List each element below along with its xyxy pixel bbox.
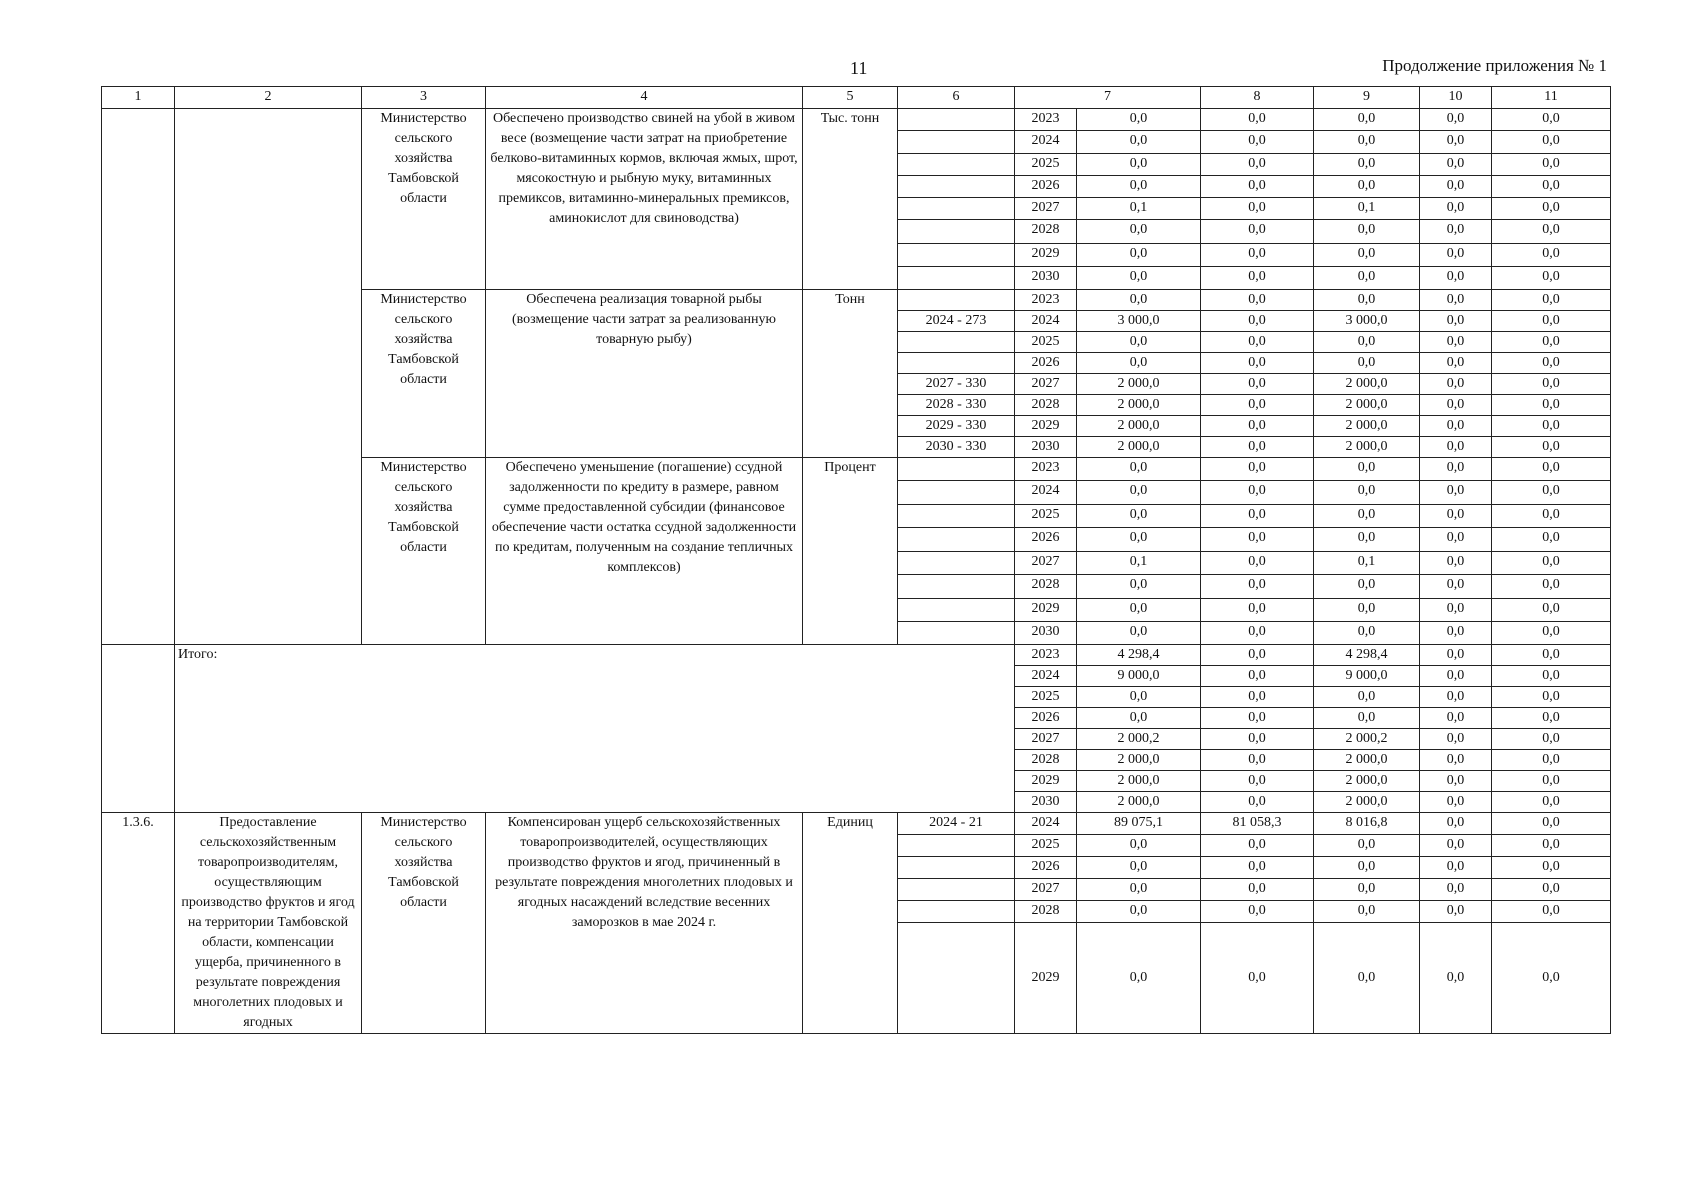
value-cell-9: 0,0 xyxy=(1314,834,1420,856)
value-cell-9: 2 000,0 xyxy=(1314,750,1420,771)
value-cell-8: 0,0 xyxy=(1201,176,1314,198)
value-cell-11: 0,0 xyxy=(1492,792,1611,813)
value-cell-9: 0,0 xyxy=(1314,708,1420,729)
executor-cell: Министерство сельского хозяйства Тамбовской области xyxy=(362,458,486,645)
value-cell-10: 0,0 xyxy=(1420,813,1492,835)
value-cell-9: 2 000,0 xyxy=(1314,771,1420,792)
value-cell-10: 0,0 xyxy=(1420,109,1492,131)
value-cell-7: 2 000,0 xyxy=(1077,792,1201,813)
value-cell-7: 0,0 xyxy=(1077,834,1201,856)
value-cell-11: 0,0 xyxy=(1492,290,1611,311)
value-cell-9: 0,0 xyxy=(1314,176,1420,198)
value-cell-11: 0,0 xyxy=(1492,729,1611,750)
target-value-cell xyxy=(898,528,1015,552)
value-cell-11: 0,0 xyxy=(1492,750,1611,771)
program-table xyxy=(101,86,1611,1034)
value-cell-8: 0,0 xyxy=(1201,834,1314,856)
header-col-3: 3 xyxy=(362,87,486,109)
value-cell-9: 0,1 xyxy=(1314,552,1420,575)
year-cell: 2028 xyxy=(1015,900,1077,922)
value-cell-7: 0,0 xyxy=(1077,687,1201,708)
value-cell-9: 0,0 xyxy=(1314,528,1420,552)
value-cell-7: 0,0 xyxy=(1077,708,1201,729)
value-cell-11: 0,0 xyxy=(1492,374,1611,395)
value-cell-8: 0,0 xyxy=(1201,131,1314,154)
year-cell: 2025 xyxy=(1015,154,1077,176)
value-cell-8: 0,0 xyxy=(1201,244,1314,267)
year-cell: 2026 xyxy=(1015,856,1077,878)
target-value-cell xyxy=(898,109,1015,131)
header-col-4: 4 xyxy=(486,87,803,109)
result-cell: Обеспечена реализация товарной рыбы (возмещение части затрат за реализованную товарную рыбу) xyxy=(486,290,803,458)
year-cell: 2027 xyxy=(1015,374,1077,395)
value-cell-11: 0,0 xyxy=(1492,575,1611,599)
value-cell-10: 0,0 xyxy=(1420,552,1492,575)
value-cell-11: 0,0 xyxy=(1492,856,1611,878)
value-cell-10: 0,0 xyxy=(1420,645,1492,666)
value-cell-8: 0,0 xyxy=(1201,481,1314,505)
value-cell-10: 0,0 xyxy=(1420,528,1492,552)
year-cell: 2029 xyxy=(1015,771,1077,792)
value-cell-7: 0,0 xyxy=(1077,267,1201,290)
value-cell-7: 2 000,0 xyxy=(1077,771,1201,792)
value-cell-8: 0,0 xyxy=(1201,750,1314,771)
year-cell: 2024 xyxy=(1015,131,1077,154)
value-cell-9: 0,0 xyxy=(1314,622,1420,645)
value-cell-8: 0,0 xyxy=(1201,922,1314,1033)
year-cell: 2026 xyxy=(1015,353,1077,374)
year-cell: 2023 xyxy=(1015,290,1077,311)
value-cell-11: 0,0 xyxy=(1492,220,1611,244)
target-value-cell: 2027 - 330 xyxy=(898,374,1015,395)
section-target-cell xyxy=(898,922,1015,1033)
target-value-cell xyxy=(898,332,1015,353)
value-cell-7: 0,0 xyxy=(1077,505,1201,528)
year-cell: 2028 xyxy=(1015,220,1077,244)
year-cell: 2028 xyxy=(1015,575,1077,599)
value-cell-11: 0,0 xyxy=(1492,505,1611,528)
value-cell-8: 0,0 xyxy=(1201,729,1314,750)
year-cell: 2030 xyxy=(1015,622,1077,645)
section-result-cell: Компенсирован ущерб сельскохозяйственных товаропроизводителей, осуществляющих производство фруктов и ягод, причиненный в результате повреждения многолетних плодовых и ягодных насаждений вследствие весенних заморозков в мае 2024 г. xyxy=(486,813,803,1034)
value-cell-7: 0,0 xyxy=(1077,244,1201,267)
activity-name-cell xyxy=(175,109,362,645)
value-cell-11: 0,0 xyxy=(1492,131,1611,154)
value-cell-10: 0,0 xyxy=(1420,220,1492,244)
value-cell-10: 0,0 xyxy=(1420,666,1492,687)
value-cell-7: 0,0 xyxy=(1077,220,1201,244)
value-cell-8: 81 058,3 xyxy=(1201,813,1314,835)
value-cell-11: 0,0 xyxy=(1492,395,1611,416)
value-cell-11: 0,0 xyxy=(1492,353,1611,374)
section-target-cell: 2024 - 21 xyxy=(898,813,1015,835)
value-cell-9: 2 000,0 xyxy=(1314,395,1420,416)
value-cell-9: 0,0 xyxy=(1314,458,1420,481)
result-cell: Обеспечено уменьшение (погашение) ссудной задолженности по кредиту в размере, равном сумме предоставленной субсидии (финансовое обеспечение части остатка ссудной задолженности по кредитам, полученным на создание тепличных комплексов) xyxy=(486,458,803,645)
value-cell-7: 3 000,0 xyxy=(1077,311,1201,332)
value-cell-9: 0,0 xyxy=(1314,154,1420,176)
value-cell-10: 0,0 xyxy=(1420,267,1492,290)
value-cell-7: 0,0 xyxy=(1077,109,1201,131)
year-cell: 2030 xyxy=(1015,437,1077,458)
value-cell-10: 0,0 xyxy=(1420,878,1492,900)
year-cell: 2025 xyxy=(1015,505,1077,528)
value-cell-8: 0,0 xyxy=(1201,353,1314,374)
value-cell-11: 0,0 xyxy=(1492,878,1611,900)
value-cell-9: 3 000,0 xyxy=(1314,311,1420,332)
value-cell-8: 0,0 xyxy=(1201,792,1314,813)
value-cell-8: 0,0 xyxy=(1201,771,1314,792)
value-cell-9: 2 000,0 xyxy=(1314,792,1420,813)
value-cell-9: 0,0 xyxy=(1314,290,1420,311)
value-cell-8: 0,0 xyxy=(1201,109,1314,131)
value-cell-9: 0,0 xyxy=(1314,878,1420,900)
unit-cell: Тонн xyxy=(803,290,898,458)
executor-cell: Министерство сельского хозяйства Тамбовской области xyxy=(362,290,486,458)
value-cell-7: 0,0 xyxy=(1077,878,1201,900)
value-cell-11: 0,0 xyxy=(1492,481,1611,505)
value-cell-10: 0,0 xyxy=(1420,374,1492,395)
value-cell-10: 0,0 xyxy=(1420,599,1492,622)
value-cell-11: 0,0 xyxy=(1492,267,1611,290)
value-cell-8: 0,0 xyxy=(1201,267,1314,290)
value-cell-7: 2 000,2 xyxy=(1077,729,1201,750)
header-col-8: 8 xyxy=(1201,87,1314,109)
value-cell-10: 0,0 xyxy=(1420,290,1492,311)
value-cell-10: 0,0 xyxy=(1420,437,1492,458)
value-cell-7: 0,0 xyxy=(1077,176,1201,198)
value-cell-10: 0,0 xyxy=(1420,622,1492,645)
value-cell-9: 0,0 xyxy=(1314,244,1420,267)
value-cell-9: 0,0 xyxy=(1314,922,1420,1033)
value-cell-10: 0,0 xyxy=(1420,900,1492,922)
header-col-11: 11 xyxy=(1492,87,1611,109)
value-cell-9: 0,0 xyxy=(1314,687,1420,708)
total-label: Итого: xyxy=(175,645,1015,813)
value-cell-10: 0,0 xyxy=(1420,575,1492,599)
value-cell-11: 0,0 xyxy=(1492,154,1611,176)
value-cell-10: 0,0 xyxy=(1420,750,1492,771)
year-cell: 2025 xyxy=(1015,332,1077,353)
section-target-cell xyxy=(898,900,1015,922)
value-cell-7: 0,0 xyxy=(1077,528,1201,552)
target-value-cell xyxy=(898,131,1015,154)
year-cell: 2027 xyxy=(1015,198,1077,220)
year-cell: 2024 xyxy=(1015,481,1077,505)
value-cell-8: 0,0 xyxy=(1201,374,1314,395)
year-cell: 2026 xyxy=(1015,708,1077,729)
row-number-cell xyxy=(102,109,175,645)
unit-cell: Процент xyxy=(803,458,898,645)
value-cell-9: 2 000,2 xyxy=(1314,729,1420,750)
year-cell: 2025 xyxy=(1015,834,1077,856)
year-cell: 2023 xyxy=(1015,458,1077,481)
value-cell-9: 0,0 xyxy=(1314,481,1420,505)
section-target-cell xyxy=(898,878,1015,900)
section-number-cell: 1.3.6. xyxy=(102,813,175,1034)
target-value-cell xyxy=(898,198,1015,220)
value-cell-10: 0,0 xyxy=(1420,198,1492,220)
value-cell-7: 2 000,0 xyxy=(1077,395,1201,416)
target-value-cell xyxy=(898,176,1015,198)
value-cell-11: 0,0 xyxy=(1492,332,1611,353)
value-cell-10: 0,0 xyxy=(1420,458,1492,481)
value-cell-7: 0,0 xyxy=(1077,575,1201,599)
value-cell-10: 0,0 xyxy=(1420,856,1492,878)
value-cell-11: 0,0 xyxy=(1492,666,1611,687)
value-cell-11: 0,0 xyxy=(1492,198,1611,220)
value-cell-7: 89 075,1 xyxy=(1077,813,1201,835)
value-cell-7: 0,1 xyxy=(1077,552,1201,575)
value-cell-10: 0,0 xyxy=(1420,771,1492,792)
target-value-cell xyxy=(898,575,1015,599)
value-cell-10: 0,0 xyxy=(1420,176,1492,198)
year-cell: 2028 xyxy=(1015,750,1077,771)
section-target-cell xyxy=(898,856,1015,878)
value-cell-11: 0,0 xyxy=(1492,437,1611,458)
year-cell: 2023 xyxy=(1015,109,1077,131)
value-cell-11: 0,0 xyxy=(1492,622,1611,645)
value-cell-8: 0,0 xyxy=(1201,395,1314,416)
target-value-cell xyxy=(898,244,1015,267)
value-cell-9: 0,0 xyxy=(1314,220,1420,244)
section-executor-cell: Министерство сельского хозяйства Тамбовской области xyxy=(362,813,486,1034)
section-row xyxy=(102,813,1611,835)
header-col-9: 9 xyxy=(1314,87,1420,109)
value-cell-7: 0,0 xyxy=(1077,922,1201,1033)
value-cell-11: 0,0 xyxy=(1492,311,1611,332)
value-cell-11: 0,0 xyxy=(1492,458,1611,481)
target-value-cell xyxy=(898,505,1015,528)
target-value-cell: 2030 - 330 xyxy=(898,437,1015,458)
value-cell-7: 0,0 xyxy=(1077,154,1201,176)
target-value-cell xyxy=(898,220,1015,244)
value-cell-7: 0,0 xyxy=(1077,332,1201,353)
value-cell-9: 0,0 xyxy=(1314,575,1420,599)
value-cell-11: 0,0 xyxy=(1492,528,1611,552)
year-cell: 2027 xyxy=(1015,729,1077,750)
value-cell-7: 0,0 xyxy=(1077,599,1201,622)
target-value-cell xyxy=(898,290,1015,311)
value-cell-10: 0,0 xyxy=(1420,505,1492,528)
section-unit-cell: Единиц xyxy=(803,813,898,1034)
value-cell-8: 0,0 xyxy=(1201,599,1314,622)
value-cell-9: 0,0 xyxy=(1314,332,1420,353)
target-value-cell xyxy=(898,267,1015,290)
value-cell-8: 0,0 xyxy=(1201,856,1314,878)
result-cell: Обеспечено производство свиней на убой в живом весе (возмещение части затрат на приобретение белково-витаминных кормов, включая жмых, шрот, мясокостную и рыбную муку, витаминных премиксов, витаминно-минеральных премиксов, аминокислот для свиноводства) xyxy=(486,109,803,290)
value-cell-8: 0,0 xyxy=(1201,290,1314,311)
total-row xyxy=(102,645,1611,666)
value-cell-9: 0,0 xyxy=(1314,599,1420,622)
value-cell-8: 0,0 xyxy=(1201,416,1314,437)
value-cell-10: 0,0 xyxy=(1420,353,1492,374)
value-cell-9: 8 016,8 xyxy=(1314,813,1420,835)
year-cell: 2029 xyxy=(1015,599,1077,622)
value-cell-7: 0,0 xyxy=(1077,131,1201,154)
value-cell-11: 0,0 xyxy=(1492,244,1611,267)
value-cell-10: 0,0 xyxy=(1420,481,1492,505)
value-cell-8: 0,0 xyxy=(1201,708,1314,729)
value-cell-7: 0,0 xyxy=(1077,290,1201,311)
value-cell-11: 0,0 xyxy=(1492,922,1611,1033)
value-cell-7: 0,0 xyxy=(1077,353,1201,374)
section-name-cell: Предоставление сельскохозяйственным товаропроизводителям, осуществляющим производство фруктов и ягод на территории Тамбовской области, компенсации ущерба, причиненного в результате повреждения многолетних плодовых и ягодных xyxy=(175,813,362,1034)
value-cell-9: 0,0 xyxy=(1314,353,1420,374)
year-cell: 2027 xyxy=(1015,878,1077,900)
value-cell-11: 0,0 xyxy=(1492,552,1611,575)
value-cell-8: 0,0 xyxy=(1201,575,1314,599)
value-cell-11: 0,0 xyxy=(1492,813,1611,835)
value-cell-8: 0,0 xyxy=(1201,332,1314,353)
year-cell: 2027 xyxy=(1015,552,1077,575)
value-cell-10: 0,0 xyxy=(1420,131,1492,154)
value-cell-11: 0,0 xyxy=(1492,416,1611,437)
value-cell-8: 0,0 xyxy=(1201,645,1314,666)
year-cell: 2026 xyxy=(1015,176,1077,198)
value-cell-11: 0,0 xyxy=(1492,900,1611,922)
appendix-continuation-label: Продолжение приложения № 1 xyxy=(1382,56,1607,75)
year-cell: 2029 xyxy=(1015,416,1077,437)
value-cell-10: 0,0 xyxy=(1420,792,1492,813)
value-cell-9: 4 298,4 xyxy=(1314,645,1420,666)
value-cell-8: 0,0 xyxy=(1201,198,1314,220)
target-value-cell xyxy=(898,458,1015,481)
value-cell-7: 2 000,0 xyxy=(1077,374,1201,395)
section-target-cell xyxy=(898,834,1015,856)
value-cell-9: 2 000,0 xyxy=(1314,374,1420,395)
value-cell-9: 0,0 xyxy=(1314,109,1420,131)
value-cell-8: 0,0 xyxy=(1201,666,1314,687)
value-cell-7: 0,0 xyxy=(1077,856,1201,878)
value-cell-9: 0,0 xyxy=(1314,267,1420,290)
value-cell-8: 0,0 xyxy=(1201,900,1314,922)
value-cell-8: 0,0 xyxy=(1201,878,1314,900)
value-cell-10: 0,0 xyxy=(1420,834,1492,856)
year-cell: 2025 xyxy=(1015,687,1077,708)
value-cell-7: 2 000,0 xyxy=(1077,750,1201,771)
target-value-cell xyxy=(898,353,1015,374)
value-cell-8: 0,0 xyxy=(1201,154,1314,176)
value-cell-11: 0,0 xyxy=(1492,771,1611,792)
table-row xyxy=(102,109,1611,131)
page-number: 11 xyxy=(850,58,868,78)
year-cell: 2026 xyxy=(1015,528,1077,552)
value-cell-7: 0,0 xyxy=(1077,481,1201,505)
year-cell: 2024 xyxy=(1015,813,1077,835)
target-value-cell xyxy=(898,481,1015,505)
value-cell-10: 0,0 xyxy=(1420,687,1492,708)
value-cell-7: 4 298,4 xyxy=(1077,645,1201,666)
value-cell-7: 0,0 xyxy=(1077,622,1201,645)
value-cell-9: 0,0 xyxy=(1314,856,1420,878)
value-cell-11: 0,0 xyxy=(1492,687,1611,708)
value-cell-11: 0,0 xyxy=(1492,176,1611,198)
value-cell-8: 0,0 xyxy=(1201,311,1314,332)
header-col-1: 1 xyxy=(102,87,175,109)
value-cell-9: 0,1 xyxy=(1314,198,1420,220)
year-cell: 2030 xyxy=(1015,267,1077,290)
value-cell-7: 9 000,0 xyxy=(1077,666,1201,687)
value-cell-10: 0,0 xyxy=(1420,708,1492,729)
value-cell-10: 0,0 xyxy=(1420,332,1492,353)
target-value-cell xyxy=(898,552,1015,575)
value-cell-8: 0,0 xyxy=(1201,437,1314,458)
value-cell-11: 0,0 xyxy=(1492,834,1611,856)
target-value-cell xyxy=(898,154,1015,176)
value-cell-10: 0,0 xyxy=(1420,922,1492,1033)
value-cell-10: 0,0 xyxy=(1420,729,1492,750)
target-value-cell xyxy=(898,599,1015,622)
header-col-5: 5 xyxy=(803,87,898,109)
value-cell-9: 2 000,0 xyxy=(1314,416,1420,437)
value-cell-7: 2 000,0 xyxy=(1077,416,1201,437)
header-col-2: 2 xyxy=(175,87,362,109)
header-row xyxy=(102,87,1611,109)
value-cell-7: 0,1 xyxy=(1077,198,1201,220)
table-body xyxy=(102,87,1611,1034)
year-cell: 2028 xyxy=(1015,395,1077,416)
year-cell: 2029 xyxy=(1015,922,1077,1033)
value-cell-10: 0,0 xyxy=(1420,311,1492,332)
value-cell-7: 2 000,0 xyxy=(1077,437,1201,458)
value-cell-8: 0,0 xyxy=(1201,220,1314,244)
header-col-6: 6 xyxy=(898,87,1015,109)
target-value-cell: 2024 - 273 xyxy=(898,311,1015,332)
year-cell: 2024 xyxy=(1015,311,1077,332)
year-cell: 2023 xyxy=(1015,645,1077,666)
value-cell-7: 0,0 xyxy=(1077,458,1201,481)
unit-cell: Тыс. тонн xyxy=(803,109,898,290)
year-cell: 2024 xyxy=(1015,666,1077,687)
value-cell-9: 2 000,0 xyxy=(1314,437,1420,458)
value-cell-11: 0,0 xyxy=(1492,645,1611,666)
year-cell: 2029 xyxy=(1015,244,1077,267)
value-cell-11: 0,0 xyxy=(1492,599,1611,622)
value-cell-10: 0,0 xyxy=(1420,244,1492,267)
header-col-7: 7 xyxy=(1015,87,1201,109)
value-cell-9: 9 000,0 xyxy=(1314,666,1420,687)
value-cell-11: 0,0 xyxy=(1492,708,1611,729)
year-cell: 2030 xyxy=(1015,792,1077,813)
value-cell-8: 0,0 xyxy=(1201,687,1314,708)
value-cell-9: 0,0 xyxy=(1314,505,1420,528)
target-value-cell: 2028 - 330 xyxy=(898,395,1015,416)
value-cell-10: 0,0 xyxy=(1420,154,1492,176)
value-cell-8: 0,0 xyxy=(1201,622,1314,645)
target-value-cell: 2029 - 330 xyxy=(898,416,1015,437)
value-cell-11: 0,0 xyxy=(1492,109,1611,131)
value-cell-8: 0,0 xyxy=(1201,528,1314,552)
total-number-cell xyxy=(102,645,175,813)
executor-cell: Министерство сельского хозяйства Тамбовской области xyxy=(362,109,486,290)
value-cell-9: 0,0 xyxy=(1314,900,1420,922)
value-cell-10: 0,0 xyxy=(1420,416,1492,437)
value-cell-7: 0,0 xyxy=(1077,900,1201,922)
value-cell-10: 0,0 xyxy=(1420,395,1492,416)
value-cell-9: 0,0 xyxy=(1314,131,1420,154)
target-value-cell xyxy=(898,622,1015,645)
value-cell-8: 0,0 xyxy=(1201,552,1314,575)
header-col-10: 10 xyxy=(1420,87,1492,109)
value-cell-8: 0,0 xyxy=(1201,458,1314,481)
value-cell-8: 0,0 xyxy=(1201,505,1314,528)
